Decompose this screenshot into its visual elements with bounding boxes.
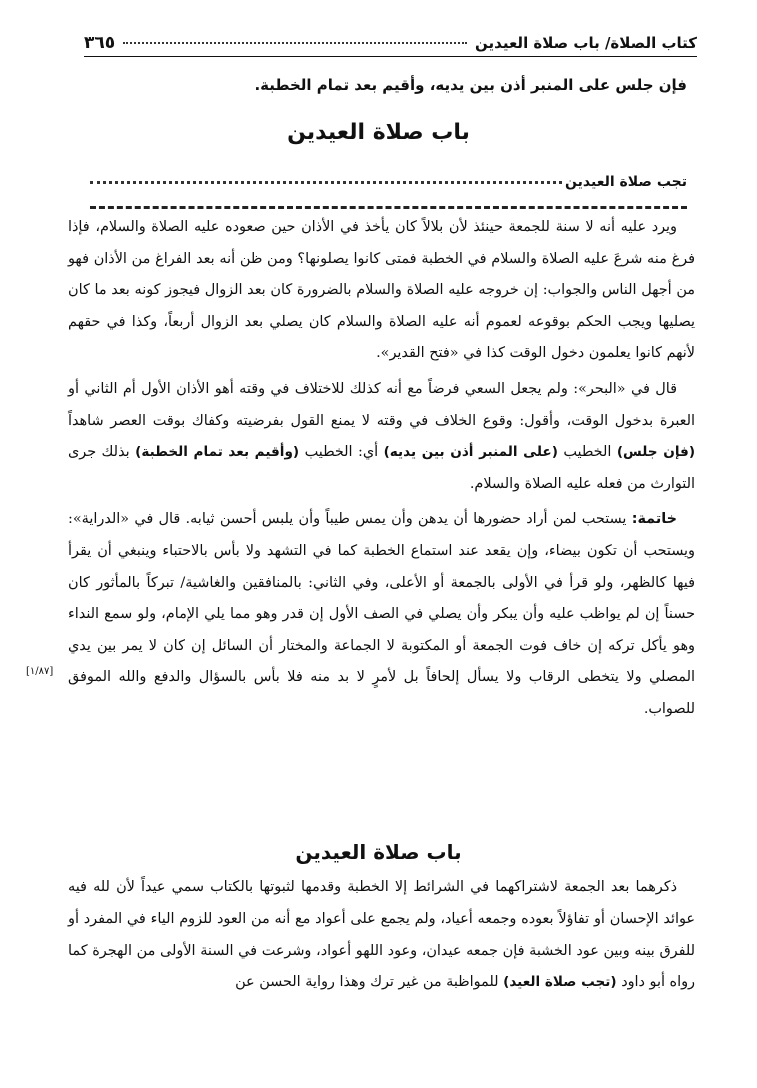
commentary-text: للمواظبة من غير ترك وهذا رواية الحسن عن: [235, 974, 499, 991]
matn-quote: (على المنبر أذن بين يديه): [383, 444, 558, 461]
matn-commentary-separator: [90, 206, 687, 209]
commentary-text: يستحب لمن أراد حضورها أن يدهن وأن يمس طيباً وأن يلبس أحسن ثيابه. قال في «الدراية»: ويستحب أن تكون بيضاء، وإن يقعد عند استماع الخطبة كما في التشهد ولا بأس بالاحتباء وينبغي أن يقرأ فيها كالظهر، ولو قرأ في الأولى بالجمعة أو الأعلى، وفي الثاني: بالمنافقين والغاشية/ تبركاً بالمأثور كان حسناً إن لم يواظب عليه وأن يبكر وأن يصلي في الصف الأول إن قدر وهو مما يلي الإمام، ولو سمع النداء وهو يأكل تركه إن خاف فوت الجمعة أو المكتوبة لا الجماعة والمختار أن السائل إن كان لا يمر بين يدي المصلي ولا يتخطى الرقاب ولا يسأل إلحافاً بل لأمرٍ لا بد منه فلا بأس بالسؤال والدفع والله الموفق للصواب.: [68, 511, 696, 717]
commentary-text: ذكرهما بعد الجمعة لاشتراكهما في الشرائط إلا الخطبة وقدمها لثبوتها بالكتاب سمي عيداً لأن لله فيه عوائد الإحسان أو تفاؤلاً بعوده وجمعه أعياد، ولم يجمع على أعواد مع أنه من العود للزوم الياء في المفرد أو للفرق بينه وبين عود الخشبة فإن جمعه عيدان، وعود اللهو أعواد، وشرعت في السنة الأولى من الهجرة كما رواه أبو داود: [68, 879, 695, 991]
matn-quote: (فإن جلس): [616, 444, 696, 461]
commentary-block-2: [68, 872, 695, 999]
commentary-block: [68, 212, 695, 730]
commentary-paragraph-2: [68, 374, 695, 500]
header-dot-leader: [123, 42, 467, 44]
book-title: كتاب الصلاة/ باب صلاة العيدين: [475, 34, 697, 52]
commentary-text: بذلك جرى التوارث من فعله عليه الصلاة والسلام.: [68, 444, 695, 492]
matn-text-top: فإن جلس على المنبر أذن بين يديه، وأقيم بعد تمام الخطبة.: [254, 76, 687, 94]
page-number: ٣٦٥: [84, 33, 116, 53]
chapter-title: باب صلاة العيدين: [287, 120, 470, 145]
margin-reference: [١/٨٧]: [26, 666, 54, 677]
khatima-label: خاتمة:: [631, 511, 678, 528]
commentary-paragraph-3: [68, 504, 695, 725]
matn-quote: (وأقيم بعد تمام الخطبة): [135, 444, 300, 461]
matn-chapter-text: تجب صلاة العيدين: [565, 174, 687, 190]
commentary-text: قال في «البحر»: ولم يجعل السعي فرضاً مع أنه كذلك للاختلاف في وقته أهو الأذان الأول أم الثاني أو العبرة بدخول الوقت، وأقول: وقوع الخلاف في وقته لا يمنع القول بفرضيته وكفاك بوقت العصر شاهداً: [68, 380, 695, 429]
commentary2-paragraph-1: [68, 872, 695, 999]
commentary-text: الخطيب: [563, 444, 612, 461]
matn-chapter-line: [90, 164, 687, 190]
commentary-text: أي: الخطيب: [304, 444, 379, 461]
running-header: [84, 22, 697, 57]
matn-dot-leader: [90, 181, 562, 184]
commentary-paragraph-1: ويرد عليه أنه لا سنة للجمعة حينئذ لأن بلالاً كان يأخذ في الأذان حين صعوده عليه الصلاة والسلام، فإذا فرغ منه شرعَ عليه الصلاة والسلام في الخطبة فمتى كانوا يصلونها؟ ومن ظن أنه بعد الفراغ من الأذان فهو من أجهل الناس والجواب: إن خروجه عليه الصلاة والسلام بالضرورة كان بعد الزوال فيجوز كونه بعد ما كان يصليها ويجب الحكم بوقوعه لعموم أنه عليه الصلاة والسلام كان يصلي بعد الزوال أربعاً، وكذا في حقهم لأنهم كانوا يعلمون دخول الوقت كذا في «فتح القدير».: [68, 219, 695, 362]
matn-quote: (تجب صلاة العيد): [503, 974, 617, 991]
section-title: باب صلاة العيدين: [295, 840, 462, 864]
